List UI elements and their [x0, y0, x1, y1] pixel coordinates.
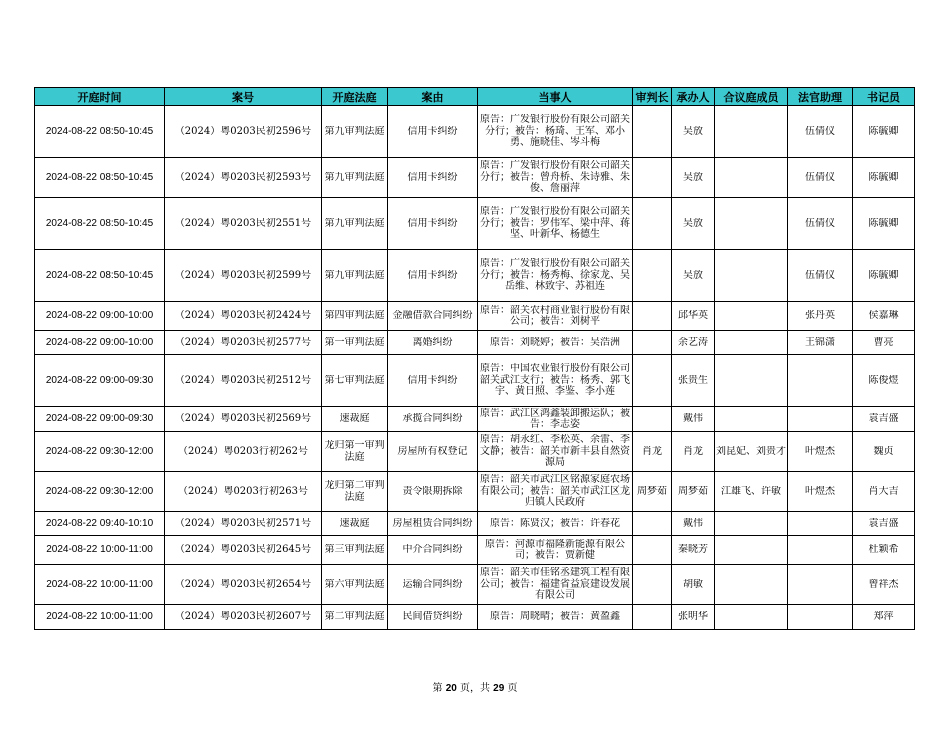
table-row — [35, 355, 915, 407]
case-number-cell: （2024）粤0203民初2551号 — [165, 198, 322, 250]
table-header-row — [35, 88, 915, 106]
presiding-judge-cell: 肖龙 — [633, 432, 672, 472]
case-number-cell: （2024）粤0203民初2593号 — [165, 158, 322, 198]
handler-cell: 秦晓芳 — [672, 536, 715, 565]
courtroom-cell: 龙归第一审判法庭 — [322, 432, 388, 472]
table-row — [35, 407, 915, 432]
panel-members-cell: 刘昆妃、刘贵才 — [715, 432, 788, 472]
cause-cell: 信用卡纠纷 — [388, 355, 478, 407]
hearing-time-cell: 2024-08-22 09:00-10:00 — [35, 302, 165, 331]
handler-cell: 张贵生 — [672, 355, 715, 407]
hearing-time-cell: 2024-08-22 09:00-09:30 — [35, 355, 165, 407]
panel-members-cell — [715, 605, 788, 630]
presiding-judge-cell — [633, 407, 672, 432]
panel-members-cell — [715, 198, 788, 250]
panel-members-cell — [715, 512, 788, 536]
table-row — [35, 432, 915, 472]
panel-members-cell — [715, 407, 788, 432]
header-cause: 案由 — [388, 88, 478, 106]
current-page-number: 20 — [445, 683, 457, 694]
header-clerk: 书记员 — [853, 88, 915, 106]
presiding-judge-cell — [633, 355, 672, 407]
parties-cell: 原告：刘晓婷；被告：吴浩洲 — [478, 331, 633, 355]
table-row — [35, 472, 915, 512]
cause-cell: 信用卡纠纷 — [388, 158, 478, 198]
presiding-judge-cell — [633, 106, 672, 158]
hearing-time-cell: 2024-08-22 09:40-10:10 — [35, 512, 165, 536]
clerk-cell: 曹亮 — [853, 331, 915, 355]
case-number-cell: （2024）粤0203民初2569号 — [165, 407, 322, 432]
parties-cell: 原告：广发银行股份有限公司韶关分行；被告：杨秀梅、徐家龙、吴岳维、林致宇、苏祖连 — [478, 250, 633, 302]
case-number-cell: （2024）粤0203民初2654号 — [165, 565, 322, 605]
judge-assistant-cell — [788, 565, 853, 605]
table-row — [35, 512, 915, 536]
handler-cell: 吴放 — [672, 158, 715, 198]
header-handler: 承办人 — [672, 88, 715, 106]
clerk-cell: 魏贞 — [853, 432, 915, 472]
header-hearing-time: 开庭时间 — [35, 88, 165, 106]
handler-cell: 邱华英 — [672, 302, 715, 331]
cause-cell: 金融借款合同纠纷 — [388, 302, 478, 331]
hearing-time-cell: 2024-08-22 09:00-10:00 — [35, 331, 165, 355]
table-row — [35, 536, 915, 565]
panel-members-cell — [715, 250, 788, 302]
presiding-judge-cell: 周梦茹 — [633, 472, 672, 512]
case-number-cell: （2024）粤0203民初2599号 — [165, 250, 322, 302]
presiding-judge-cell — [633, 331, 672, 355]
clerk-cell: 杜颖希 — [853, 536, 915, 565]
judge-assistant-cell: 伍倩仪 — [788, 158, 853, 198]
table-row — [35, 565, 915, 605]
presiding-judge-cell — [633, 536, 672, 565]
presiding-judge-cell — [633, 302, 672, 331]
panel-members-cell — [715, 536, 788, 565]
handler-cell: 吴放 — [672, 250, 715, 302]
case-number-cell: （2024）粤0203民初2571号 — [165, 512, 322, 536]
panel-members-cell — [715, 331, 788, 355]
handler-cell: 吴放 — [672, 106, 715, 158]
presiding-judge-cell — [633, 158, 672, 198]
header-presiding-judge: 审判长 — [633, 88, 672, 106]
judge-assistant-cell — [788, 355, 853, 407]
table-row — [35, 106, 915, 158]
handler-cell: 肖龙 — [672, 432, 715, 472]
cause-cell: 承揽合同纠纷 — [388, 407, 478, 432]
hearing-time-cell: 2024-08-22 09:30-12:00 — [35, 472, 165, 512]
cause-cell: 信用卡纠纷 — [388, 198, 478, 250]
judge-assistant-cell — [788, 407, 853, 432]
courtroom-cell: 第三审判法庭 — [322, 536, 388, 565]
panel-members-cell — [715, 355, 788, 407]
handler-cell: 吴放 — [672, 198, 715, 250]
clerk-cell: 袁吉盛 — [853, 407, 915, 432]
table-row — [35, 605, 915, 630]
judge-assistant-cell: 伍倩仪 — [788, 198, 853, 250]
clerk-cell: 曾祥杰 — [853, 565, 915, 605]
case-number-cell: （2024）粤0203民初2512号 — [165, 355, 322, 407]
parties-cell: 原告：韶关市佳铭丞建筑工程有限公司；被告：福建省益宸建设发展有限公司 — [478, 565, 633, 605]
case-number-cell: （2024）粤0203民初2424号 — [165, 302, 322, 331]
table-row — [35, 331, 915, 355]
cause-cell: 民间借贷纠纷 — [388, 605, 478, 630]
presiding-judge-cell — [633, 605, 672, 630]
hearing-time-cell: 2024-08-22 08:50-10:45 — [35, 106, 165, 158]
header-case-number: 案号 — [165, 88, 322, 106]
cause-cell: 房屋租赁合同纠纷 — [388, 512, 478, 536]
clerk-cell: 郑萍 — [853, 605, 915, 630]
presiding-judge-cell — [633, 250, 672, 302]
cause-cell: 信用卡纠纷 — [388, 250, 478, 302]
table-row — [35, 198, 915, 250]
cause-cell: 运输合同纠纷 — [388, 565, 478, 605]
case-number-cell: （2024）粤0203民初2596号 — [165, 106, 322, 158]
courtroom-cell: 第七审判法庭 — [322, 355, 388, 407]
cause-cell: 信用卡纠纷 — [388, 106, 478, 158]
case-number-cell: （2024）粤0203民初2645号 — [165, 536, 322, 565]
cause-cell: 离婚纠纷 — [388, 331, 478, 355]
parties-cell: 原告：武江区鸿鑫装卸搬运队；被告：李志姿 — [478, 407, 633, 432]
clerk-cell: 陈俊煜 — [853, 355, 915, 407]
courtroom-cell: 第六审判法庭 — [322, 565, 388, 605]
cause-cell: 责令限期拆除 — [388, 472, 478, 512]
handler-cell: 戴伟 — [672, 407, 715, 432]
hearing-time-cell: 2024-08-22 09:30-12:00 — [35, 432, 165, 472]
clerk-cell: 肖大吉 — [853, 472, 915, 512]
courtroom-cell: 第一审判法庭 — [322, 331, 388, 355]
courtroom-cell: 速裁庭 — [322, 512, 388, 536]
judge-assistant-cell — [788, 512, 853, 536]
panel-members-cell — [715, 106, 788, 158]
header-parties: 当事人 — [478, 88, 633, 106]
handler-cell: 戴伟 — [672, 512, 715, 536]
parties-cell: 原告：韶关市武江区铭源家庭农场有限公司；被告：韶关市武江区龙归镇人民政府 — [478, 472, 633, 512]
panel-members-cell: 江雄飞、许敏 — [715, 472, 788, 512]
header-panel-members: 合议庭成员 — [715, 88, 788, 106]
parties-cell: 原告：广发银行股份有限公司韶关分行；被告：罗伟军、梁中萍、蒋坚、叶新华、杨德生 — [478, 198, 633, 250]
total-page-count: 29 — [493, 683, 505, 694]
hearing-time-cell: 2024-08-22 08:50-10:45 — [35, 158, 165, 198]
parties-cell: 原告：周晓晴；被告：黄盈鑫 — [478, 605, 633, 630]
clerk-cell: 侯嘉琳 — [853, 302, 915, 331]
panel-members-cell — [715, 302, 788, 331]
presiding-judge-cell — [633, 565, 672, 605]
parties-cell: 原告：广发银行股份有限公司韶关分行；被告：曾舟桥、朱诗雅、朱俊、詹丽萍 — [478, 158, 633, 198]
parties-cell: 原告：胡永红、李松英、余雷、李文静；被告：韶关市新丰县自然资源局 — [478, 432, 633, 472]
presiding-judge-cell — [633, 512, 672, 536]
courtroom-cell: 速裁庭 — [322, 407, 388, 432]
hearing-time-cell: 2024-08-22 09:00-09:30 — [35, 407, 165, 432]
cause-cell: 中介合同纠纷 — [388, 536, 478, 565]
case-number-cell: （2024）粤0203民初2607号 — [165, 605, 322, 630]
judge-assistant-cell: 叶煜杰 — [788, 472, 853, 512]
table-row — [35, 250, 915, 302]
cause-cell: 房屋所有权登记 — [388, 432, 478, 472]
hearing-time-cell: 2024-08-22 10:00-11:00 — [35, 605, 165, 630]
table-row — [35, 302, 915, 331]
presiding-judge-cell — [633, 198, 672, 250]
hearing-time-cell: 2024-08-22 08:50-10:45 — [35, 198, 165, 250]
handler-cell: 余艺涛 — [672, 331, 715, 355]
courtroom-cell: 龙归第二审判法庭 — [322, 472, 388, 512]
panel-members-cell — [715, 565, 788, 605]
case-number-cell: （2024）粤0203民初2577号 — [165, 331, 322, 355]
handler-cell: 张明华 — [672, 605, 715, 630]
courtroom-cell: 第九审判法庭 — [322, 198, 388, 250]
clerk-cell: 陈毓卿 — [853, 106, 915, 158]
clerk-cell: 陈毓卿 — [853, 198, 915, 250]
courtroom-cell: 第二审判法庭 — [322, 605, 388, 630]
case-number-cell: （2024）粤0203行初262号 — [165, 432, 322, 472]
courtroom-cell: 第四审判法庭 — [322, 302, 388, 331]
handler-cell: 周梦茹 — [672, 472, 715, 512]
parties-cell: 原告：陈贤汉；被告：许春花 — [478, 512, 633, 536]
parties-cell: 原告：河源市福隆新能源有限公司；被告：贾新健 — [478, 536, 633, 565]
page-footer: 第 20 页，共 29 页 — [432, 683, 518, 694]
header-courtroom: 开庭法庭 — [322, 88, 388, 106]
parties-cell: 原告：中国农业银行股份有限公司韶关武江支行；被告：杨秀、郭飞宇、黄日照、李鉴、李小莲 — [478, 355, 633, 407]
courtroom-cell: 第九审判法庭 — [322, 250, 388, 302]
clerk-cell: 陈毓卿 — [853, 250, 915, 302]
parties-cell: 原告：韶关农村商业银行股份有限公司；被告：刘树平 — [478, 302, 633, 331]
judge-assistant-cell: 伍倩仪 — [788, 250, 853, 302]
table-row — [35, 158, 915, 198]
courtroom-cell: 第九审判法庭 — [322, 158, 388, 198]
judge-assistant-cell: 伍倩仪 — [788, 106, 853, 158]
clerk-cell: 陈毓卿 — [853, 158, 915, 198]
judge-assistant-cell: 张丹英 — [788, 302, 853, 331]
judge-assistant-cell — [788, 605, 853, 630]
case-number-cell: （2024）粤0203行初263号 — [165, 472, 322, 512]
hearing-time-cell: 2024-08-22 10:00-11:00 — [35, 565, 165, 605]
clerk-cell: 袁吉盛 — [853, 512, 915, 536]
parties-cell: 原告：广发银行股份有限公司韶关分行；被告：杨琦、王军、邓小勇、施晓佳、岑斗梅 — [478, 106, 633, 158]
hearing-time-cell: 2024-08-22 08:50-10:45 — [35, 250, 165, 302]
judge-assistant-cell — [788, 536, 853, 565]
hearing-schedule-table — [34, 87, 915, 630]
hearing-time-cell: 2024-08-22 10:00-11:00 — [35, 536, 165, 565]
panel-members-cell — [715, 158, 788, 198]
judge-assistant-cell: 王锦潇 — [788, 331, 853, 355]
judge-assistant-cell: 叶煜杰 — [788, 432, 853, 472]
handler-cell: 胡敏 — [672, 565, 715, 605]
header-judge-assistant: 法官助理 — [788, 88, 853, 106]
courtroom-cell: 第九审判法庭 — [322, 106, 388, 158]
